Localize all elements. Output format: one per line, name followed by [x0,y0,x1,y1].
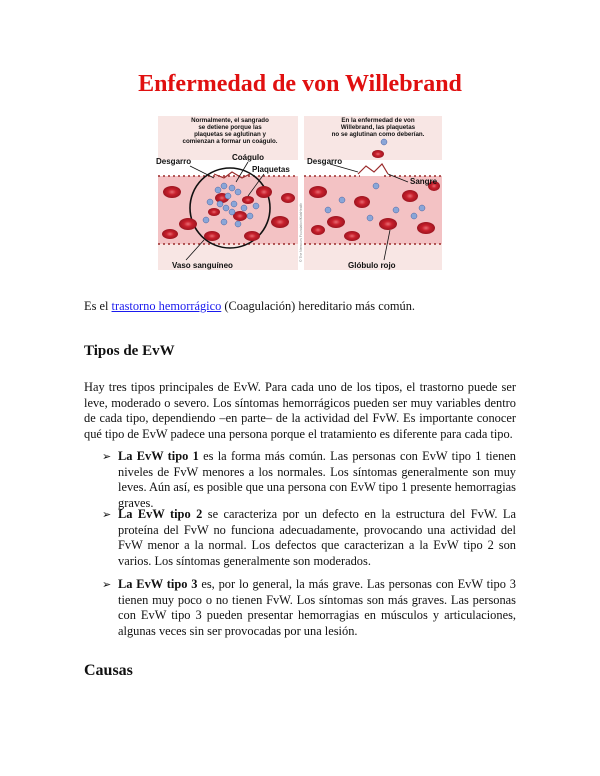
arrow-bullet-icon: ➢ [102,508,112,521]
bullet-item-tipo-2 [102,507,516,569]
right-caption-line-3: no se aglutinan como deberían. [331,131,425,138]
left-caption-line-1: Normalmente, el sangrado [191,117,269,124]
right-panel [304,116,442,270]
label-coagulo: Coágulo [232,153,264,162]
intro-before: Es el [84,299,112,313]
label-plaquetas: Plaquetas [252,165,290,174]
bullet-bold-tipo-3: La EvW tipo 3 [118,577,198,591]
vwd-illustration [152,112,447,274]
intro-paragraph [84,299,516,315]
arrow-bullet-icon: ➢ [102,578,112,591]
arrow-bullet-icon: ➢ [102,450,112,463]
page-title: Enfermedad de von Willebrand [138,71,462,97]
section-heading-tipos: Tipos de EvW [84,343,175,359]
bullet-text-tipo-3: es, por lo general, la más grave. Las personas con EvW tipo 3 tienen muy poco o no tienen FvW. Los síntomas son más graves. Las personas con EvW tipo 3 pueden presentar hemorragias en músculos y articulaciones, algunas veces sin ser provocadas por una lesión. [118,577,516,638]
right-caption-line-2: Willebrand, las plaquetas [340,124,416,131]
trastorno-hemorragico-link[interactable]: trastorno hemorrágico [111,299,222,313]
bullet-bold-tipo-1: La EvW tipo 1 [118,449,199,463]
bullet-item-tipo-1 [102,449,516,511]
bullet-text-tipo-2: se caracteriza por un defecto en la estructura del FvW. La proteína del FvW no funciona adecuadamente, provocando una actividad del FvW menor a la normal. Los defectos que caracterizan a la EvW tipo 2 son varios. Los síntomas generalmente son moderados. [118,507,517,568]
right-caption-line-1: En la enfermedad de von [341,117,415,124]
left-caption-line-4: comienzan a formar un coágulo. [182,138,278,145]
left-caption-line-3: plaquetas se aglutinan y [194,131,266,138]
label-desgarro-right: Desgarro [307,157,343,166]
intro-after: (Coagulación) hereditario más común. [221,299,416,313]
bullet-bold-tipo-2: La EvW tipo 2 [118,507,203,521]
bullet-item-tipo-3 [102,577,516,639]
tipos-intro-paragraph: Hay tres tipos principales de EvW. Para cada uno de los tipos, el trastorno puede ser leve, moderado o severo. Los síntomas hemorrágicos pueden ser muy variables dentro de cada tipo, dependiendo –en parte– de la actividad del FvW. Es importante conocer qué tipo de EvW padece una persona porque el tratamiento es diferente para cada tipo. [84,380,516,441]
bullet-text-tipo-1: es la forma más común. Las personas con EvW tipo 1 tienen niveles de FvW menores a los normales. Los síntomas generalmente son muy leves. Aún así, es posible que una persona con EvW tipo 1 presente hemorragias graves. [118,449,517,510]
label-globulo-rojo: Glóbulo rojo [348,261,396,270]
label-vaso-sanguineo: Vaso sanguíneo [172,261,233,270]
section-heading-causas: Causas [84,662,133,679]
label-sangre: Sangre [410,177,438,186]
figure-credit: © The Nemours Foundation/KidsHealth [299,202,303,262]
left-caption-line-2: se detiene porque las [198,124,262,131]
label-desgarro-left: Desgarro [156,157,192,166]
